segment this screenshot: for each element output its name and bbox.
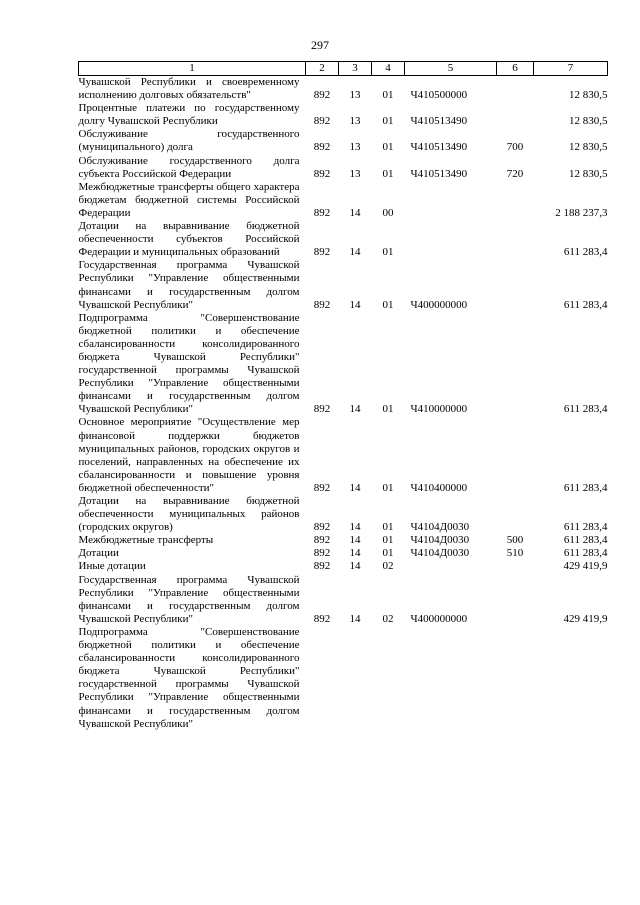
row-name: Государственная программа Чувашской Республики "Управление общественными финансами и государственным долгом Чувашской Республики" xyxy=(78,259,300,311)
row-target-article xyxy=(405,181,497,220)
row-name: Дотации на выравнивание бюджетной обеспеченности субъектов Российской Федерации и муниципальных образований xyxy=(78,220,300,259)
row-section: 14 xyxy=(349,560,361,573)
row-amount: 12 830,5 xyxy=(569,115,608,128)
row-section: 14 xyxy=(349,206,361,219)
row-ministry-code: 892 xyxy=(313,89,331,102)
row-target-article xyxy=(405,560,497,573)
table-row xyxy=(79,76,608,103)
row-subsection: 01 xyxy=(382,246,394,259)
row-name: Обслуживание государственного долга субъекта Российской Федерации xyxy=(78,154,300,180)
row-ministry-code xyxy=(306,626,339,731)
table-row xyxy=(79,220,608,259)
row-section: 13 xyxy=(349,115,361,128)
column-header-7: 7 xyxy=(534,62,608,76)
row-name: Дотации на выравнивание бюджетной обеспеченности муниципальных районов (городских округов) xyxy=(78,495,300,534)
row-expense-type: 720 xyxy=(506,167,524,180)
row-target-article: Ч410500000 xyxy=(410,89,468,102)
row-amount: 12 830,5 xyxy=(569,167,608,180)
row-target-article: Ч4104Д0030 xyxy=(410,521,470,534)
row-ministry-code: 892 xyxy=(313,547,331,560)
row-ministry-code: 892 xyxy=(313,403,331,416)
row-expense-type xyxy=(497,220,534,259)
row-target-article: Ч410400000 xyxy=(410,481,468,494)
row-target-article: Ч410513490 xyxy=(410,115,468,128)
row-section: 14 xyxy=(349,547,361,560)
table-row xyxy=(79,259,608,311)
row-amount: 611 283,4 xyxy=(563,298,608,311)
row-subsection: 01 xyxy=(382,298,394,311)
table-row xyxy=(79,416,608,495)
row-target-article: Ч400000000 xyxy=(410,612,468,625)
table-row xyxy=(79,102,608,128)
row-ministry-code: 892 xyxy=(313,141,331,154)
row-section: 13 xyxy=(349,141,361,154)
row-subsection xyxy=(372,626,405,731)
row-section: 14 xyxy=(349,521,361,534)
row-section: 14 xyxy=(349,298,361,311)
row-ministry-code: 892 xyxy=(313,560,331,573)
table-header-row xyxy=(79,62,608,76)
row-amount: 611 283,4 xyxy=(563,547,608,560)
row-expense-type xyxy=(497,416,534,495)
row-expense-type xyxy=(497,259,534,311)
row-subsection: 01 xyxy=(382,547,394,560)
row-ministry-code: 892 xyxy=(313,521,331,534)
row-name: Процентные платежи по государственному долгу Чувашской Республики xyxy=(78,102,300,128)
row-amount xyxy=(534,626,608,731)
row-expense-type xyxy=(497,626,534,731)
row-ministry-code: 892 xyxy=(313,612,331,625)
row-amount: 611 283,4 xyxy=(563,246,608,259)
row-section: 14 xyxy=(349,403,361,416)
row-name: Иные дотации xyxy=(78,560,146,573)
row-amount: 611 283,4 xyxy=(563,521,608,534)
row-ministry-code: 892 xyxy=(313,534,331,547)
table-row xyxy=(79,128,608,154)
row-ministry-code: 892 xyxy=(313,246,331,259)
row-section xyxy=(339,626,372,731)
column-header-1: 1 xyxy=(79,62,306,76)
row-name: Чувашской Республики и своевременному исполнению долговых обязательств" xyxy=(78,76,300,102)
row-target-article: Ч410000000 xyxy=(410,403,468,416)
row-target-article: Ч400000000 xyxy=(410,298,468,311)
column-header-6: 6 xyxy=(497,62,534,76)
row-ministry-code: 892 xyxy=(313,115,331,128)
row-expense-type xyxy=(497,181,534,220)
row-amount: 611 283,4 xyxy=(563,481,608,494)
table-row xyxy=(79,547,608,560)
table-row xyxy=(79,181,608,220)
row-section: 14 xyxy=(349,246,361,259)
row-target-article xyxy=(405,626,497,731)
row-name: Межбюджетные трансферты xyxy=(78,534,214,547)
row-name: Государственная программа Чувашской Республики "Управление общественными финансами и государственным долгом Чувашской Республики" xyxy=(78,573,300,625)
row-amount: 2 188 237,3 xyxy=(555,206,608,219)
row-ministry-code: 892 xyxy=(313,298,331,311)
row-subsection: 01 xyxy=(382,521,394,534)
row-target-article: Ч410513490 xyxy=(410,167,468,180)
row-subsection: 01 xyxy=(382,89,394,102)
row-subsection: 01 xyxy=(382,534,394,547)
row-amount: 429 419,9 xyxy=(563,560,608,573)
row-name: Подпрограмма "Совершенствование бюджетной политики и обеспечение сбалансированности консолидированного бюджета Чувашской Республики" государственной программы Чувашской Республики "Управление общественными финансами и государственным долгом Чувашской Республики" xyxy=(78,311,300,416)
table-row xyxy=(79,534,608,547)
row-subsection: 01 xyxy=(382,115,394,128)
table-row xyxy=(79,495,608,534)
row-subsection: 02 xyxy=(382,612,394,625)
budget-table xyxy=(78,61,608,731)
row-name: Обслуживание государственного (муниципального) долга xyxy=(78,128,300,154)
row-amount: 429 419,9 xyxy=(563,612,608,625)
row-ministry-code: 892 xyxy=(313,206,331,219)
row-target-article: Ч4104Д0030 xyxy=(410,534,470,547)
table-row xyxy=(79,626,608,731)
row-ministry-code: 892 xyxy=(313,481,331,494)
row-target-article: Ч410513490 xyxy=(410,141,468,154)
row-expense-type: 500 xyxy=(506,534,524,547)
row-expense-type: 700 xyxy=(506,141,524,154)
row-name: Подпрограмма "Совершенствование бюджетной политики и обеспечение сбалансированности консолидированного бюджета Чувашской Республики" государственной программы Чувашской Республики "Управление общественными финансами и государственным долгом Чувашской Республики" xyxy=(78,625,300,730)
row-subsection: 01 xyxy=(382,403,394,416)
row-expense-type: 510 xyxy=(506,547,524,560)
row-section: 14 xyxy=(349,481,361,494)
row-expense-type xyxy=(497,312,534,417)
page-number: 297 xyxy=(311,38,329,52)
row-target-article: Ч4104Д0030 xyxy=(410,547,470,560)
row-subsection: 01 xyxy=(382,167,394,180)
row-expense-type xyxy=(497,76,534,103)
table-row xyxy=(79,574,608,626)
row-section: 14 xyxy=(349,612,361,625)
row-section: 13 xyxy=(349,167,361,180)
row-amount: 12 830,5 xyxy=(569,89,608,102)
row-expense-type xyxy=(497,560,534,573)
column-header-4: 4 xyxy=(372,62,405,76)
row-amount: 611 283,4 xyxy=(563,403,608,416)
row-ministry-code: 892 xyxy=(313,167,331,180)
row-expense-type xyxy=(497,574,534,626)
column-header-5: 5 xyxy=(405,62,497,76)
column-header-2: 2 xyxy=(306,62,339,76)
table-row xyxy=(79,560,608,573)
row-subsection: 01 xyxy=(382,141,394,154)
table-row xyxy=(79,155,608,181)
row-expense-type xyxy=(497,102,534,128)
row-section: 13 xyxy=(349,89,361,102)
row-section: 14 xyxy=(349,534,361,547)
row-name: Дотации xyxy=(78,547,119,560)
row-name: Основное мероприятие "Осуществление мер финансовой поддержки бюджетов муниципальных районов, городских округов и поселений, направленных на обеспечение их сбалансированности и повышение уровня бюджетной обеспеченности" xyxy=(78,416,300,494)
row-subsection: 02 xyxy=(382,560,394,573)
row-subsection: 00 xyxy=(382,206,394,219)
row-subsection: 01 xyxy=(382,481,394,494)
row-amount: 611 283,4 xyxy=(563,534,608,547)
row-amount: 12 830,5 xyxy=(569,141,608,154)
column-header-3: 3 xyxy=(339,62,372,76)
row-name: Межбюджетные трансферты общего характера бюджетам бюджетной системы Российской Федерации xyxy=(78,180,300,219)
row-target-article xyxy=(405,220,497,259)
table-row xyxy=(79,312,608,417)
row-expense-type xyxy=(497,495,534,534)
